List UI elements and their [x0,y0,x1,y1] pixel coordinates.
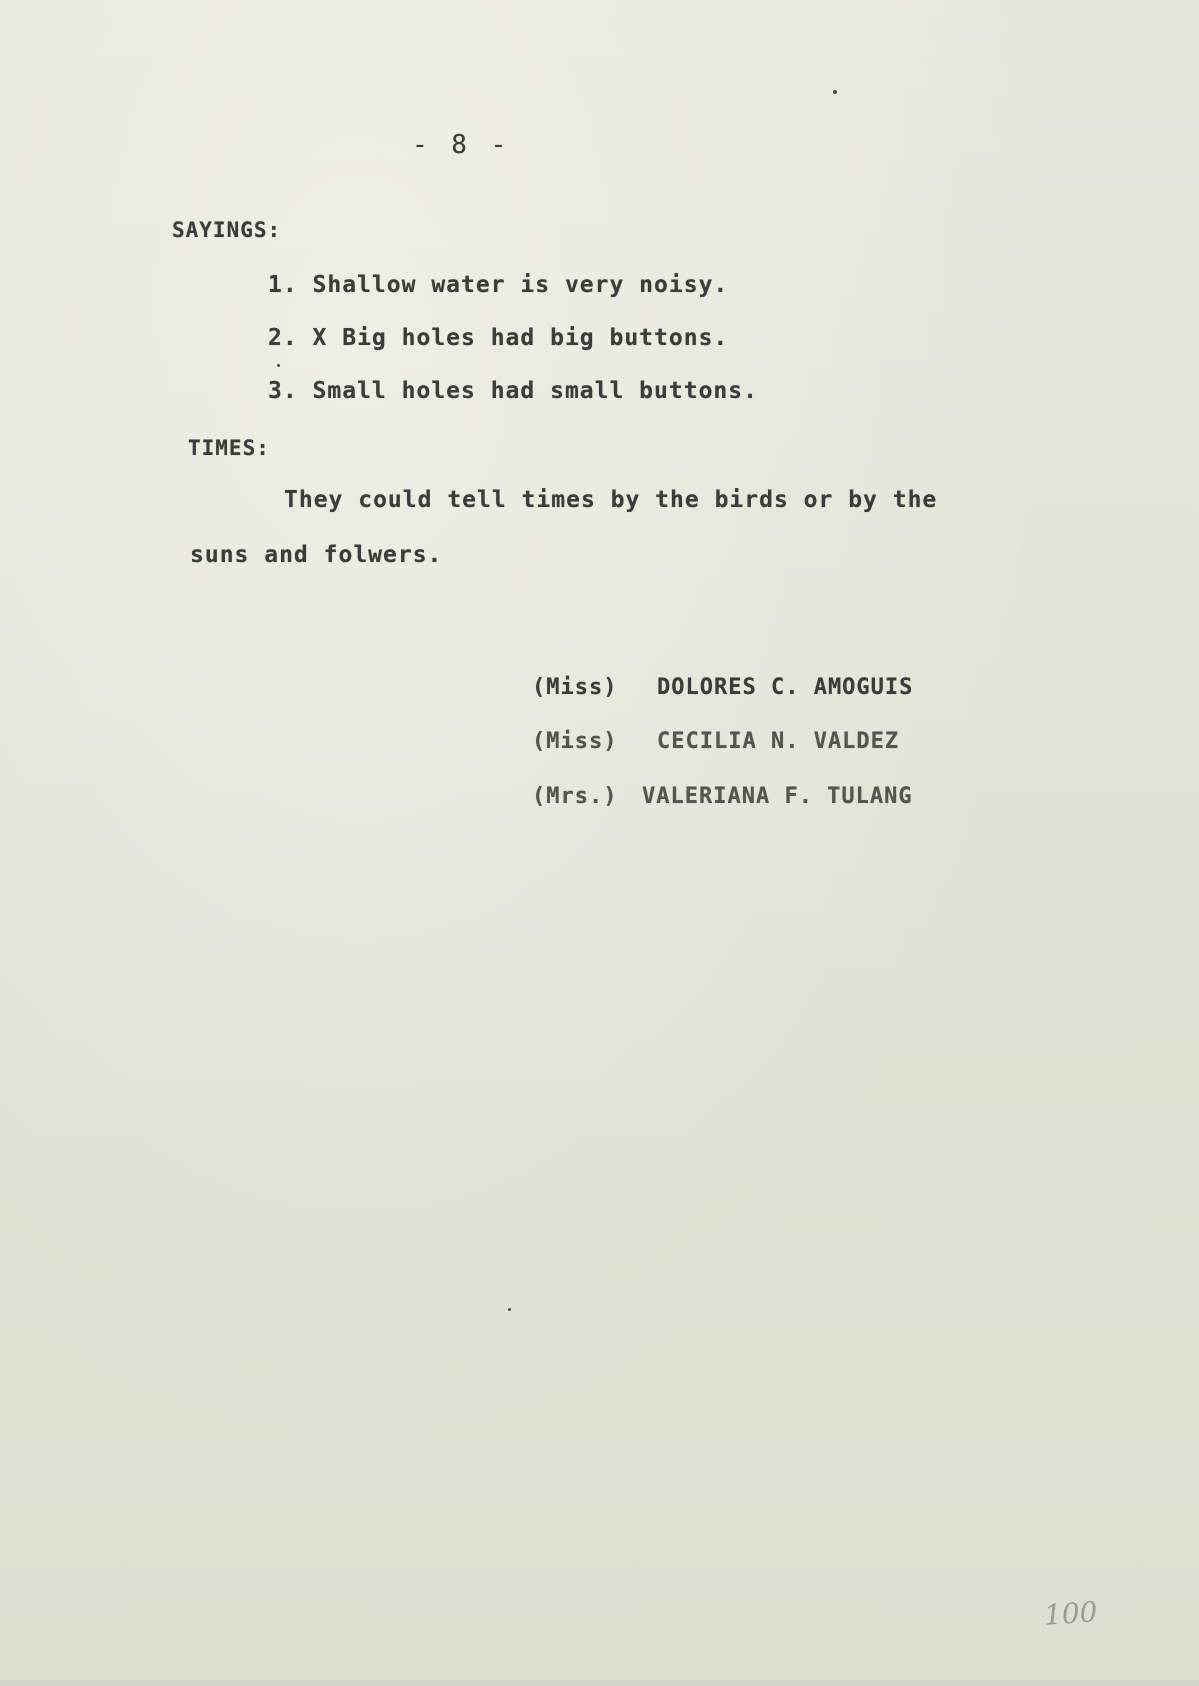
times-paragraph-line: suns and folwers. [190,542,443,568]
saying-item: 2. X Big holes had big buttons. [268,325,729,351]
times-paragraph-line: They could tell times by the birds or by the [284,487,938,513]
signatory-line [532,675,913,700]
signatory-name: CECILIA N. VALDEZ [657,729,900,754]
ink-speck [508,1308,511,1311]
signatory-title: (Miss) [532,729,618,754]
signatory-title: (Miss) [532,675,618,700]
ink-speck [833,90,837,94]
saying-item: 1. Shallow water is very noisy. [268,272,729,298]
ink-speck [277,364,280,367]
signatory-name: VALERIANA F. TULANG [642,784,913,809]
page-number: - 8 - [412,130,511,160]
signatory-name: DOLORES C. AMOGUIS [657,675,914,700]
times-heading: TIMES: [188,436,270,460]
signatory-line [532,784,913,809]
signatory-title: (Mrs.) [532,784,618,809]
saying-item: 3. Small holes had small buttons. [268,378,758,404]
sayings-heading: SAYINGS: [172,218,282,242]
signatory-line [532,729,899,754]
handwritten-page-mark: 100 [1042,1595,1099,1632]
